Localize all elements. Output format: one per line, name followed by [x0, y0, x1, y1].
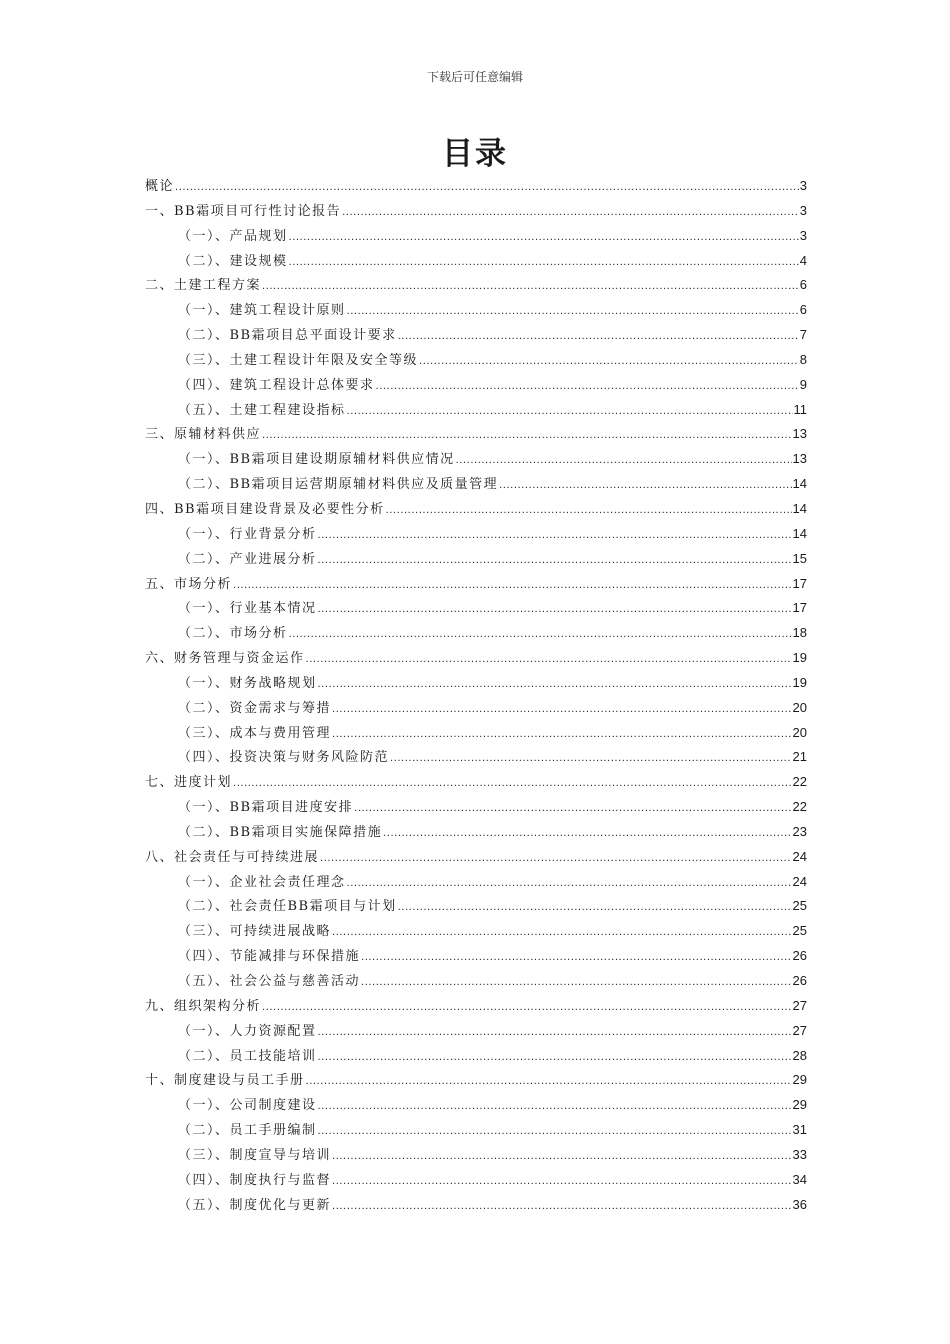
- toc-entry-label: （四）、建筑工程设计总体要求: [178, 377, 375, 393]
- toc-dot-leader: [398, 325, 799, 350]
- toc-entry-page-number: 22: [792, 774, 807, 790]
- toc-entry[interactable]: [145, 795, 807, 820]
- toc-entry-label: （二）、资金需求与筹措: [178, 700, 332, 716]
- toc-dot-leader: [306, 648, 792, 673]
- toc-entry[interactable]: [145, 224, 807, 249]
- toc-entry-label: （二）、BB霜项目运营期原辅材料供应及质量管理: [178, 477, 499, 493]
- toc-entry-label: （四）、节能减排与环保措施: [178, 949, 361, 965]
- toc-dot-leader: [289, 251, 799, 276]
- toc-entry-page-number: 15: [792, 550, 807, 566]
- toc-dot-leader: [318, 1021, 792, 1046]
- toc-entry-page-number: 3: [799, 227, 807, 243]
- toc-dot-leader: [332, 1145, 792, 1170]
- toc-dot-leader: [419, 350, 799, 375]
- toc-dot-leader: [318, 1095, 792, 1120]
- toc-dot-leader: [347, 400, 793, 425]
- toc-entry[interactable]: [145, 671, 807, 696]
- toc-entry[interactable]: [145, 298, 807, 323]
- toc-entry-label: （二）、BB霜项目总平面设计要求: [178, 328, 397, 344]
- toc-entry[interactable]: [145, 845, 807, 870]
- toc-entry[interactable]: [145, 944, 807, 969]
- toc-dot-leader: [390, 747, 792, 772]
- toc-entry[interactable]: [145, 1118, 807, 1143]
- toc-entry-label: （四）、制度执行与监督: [178, 1172, 332, 1188]
- toc-entry[interactable]: [145, 994, 807, 1019]
- toc-dot-leader: [318, 1046, 792, 1071]
- toc-entry[interactable]: [145, 174, 807, 199]
- toc-dot-leader: [499, 474, 791, 499]
- toc-dot-leader: [318, 598, 792, 623]
- toc-entry-page-number: 18: [792, 625, 807, 641]
- toc-entry-label: （二）、社会责任BB霜项目与计划: [178, 899, 397, 915]
- toc-entry-label: （一）、BB霜项目建设期原辅材料供应情况: [178, 452, 455, 468]
- toc-entry[interactable]: [145, 249, 807, 274]
- toc-entry-page-number: 6: [799, 302, 807, 318]
- toc-entry-page-number: 23: [792, 823, 807, 839]
- toc-entry[interactable]: [145, 472, 807, 497]
- toc-entry-label: （一）、BB霜项目进度安排: [178, 800, 354, 816]
- toc-dot-leader: [262, 424, 792, 449]
- toc-entry[interactable]: [145, 447, 807, 472]
- toc-entry-page-number: 26: [792, 973, 807, 988]
- toc-entry[interactable]: [145, 596, 807, 621]
- toc-entry[interactable]: [145, 696, 807, 721]
- toc-entry[interactable]: [145, 1168, 807, 1193]
- toc-entry-page-number: 24: [792, 873, 807, 889]
- toc-entry-label: （三）、成本与费用管理: [178, 725, 332, 741]
- toc-entry[interactable]: [145, 870, 807, 895]
- toc-dot-leader: [398, 896, 792, 921]
- toc-entry-label: （二）、员工技能培训: [178, 1048, 317, 1064]
- toc-entry-label: （一）、财务战略规划: [178, 675, 317, 691]
- toc-dot-leader: [262, 275, 799, 300]
- toc-entry-page-number: 25: [792, 898, 807, 914]
- toc-entry-label: （五）、制度优化与更新: [178, 1197, 332, 1213]
- toc-entry[interactable]: [145, 1019, 807, 1044]
- toc-dot-leader: [318, 524, 792, 549]
- toc-entry-page-number: 33: [792, 1146, 807, 1162]
- toc-entry-label: （一）、产品规划: [178, 228, 288, 244]
- toc-dot-leader: [320, 847, 792, 872]
- toc-entry[interactable]: [145, 621, 807, 646]
- toc-dot-leader: [262, 996, 792, 1021]
- toc-entry-page-number: 31: [792, 1122, 807, 1138]
- toc-entry[interactable]: [145, 199, 807, 224]
- toc-entry-page-number: 8: [799, 351, 807, 367]
- toc-entry[interactable]: [145, 572, 807, 597]
- toc-entry-page-number: 26: [792, 948, 807, 964]
- toc-dot-leader: [332, 698, 792, 723]
- toc-entry-label: 八、社会责任与可持续进展: [145, 849, 320, 865]
- toc-entry-page-number: 19: [792, 674, 807, 690]
- toc-entry[interactable]: [145, 1193, 807, 1218]
- toc-entry-page-number: 25: [792, 923, 807, 939]
- toc-entry[interactable]: [145, 373, 807, 398]
- toc-entry-label: （二）、市场分析: [178, 626, 288, 642]
- toc-dot-leader: [354, 797, 791, 822]
- toc-entry[interactable]: [145, 969, 807, 994]
- toc-entry-label: （二）、建设规模: [178, 253, 288, 269]
- toc-dot-leader: [456, 449, 792, 474]
- toc-entry-label: （三）、制度宣导与培训: [178, 1147, 332, 1163]
- toc-entry-label: （四）、投资决策与财务风险防范: [178, 750, 390, 766]
- toc-dot-leader: [289, 226, 799, 251]
- toc-dot-leader: [332, 1170, 792, 1195]
- toc-entry-page-number: 20: [792, 724, 807, 740]
- table-of-contents: [145, 174, 807, 1217]
- toc-dot-leader: [318, 549, 792, 574]
- toc-entry-label: 一、BB霜项目可行性讨论报告: [145, 203, 342, 219]
- toc-entry-page-number: 13: [792, 426, 807, 442]
- toc-entry-page-number: 17: [792, 575, 807, 591]
- toc-entry-page-number: 14: [792, 476, 807, 492]
- toc-entry-page-number: 21: [792, 749, 807, 765]
- toc-entry[interactable]: [145, 348, 807, 373]
- page-header: 下载后可任意编辑: [426, 70, 523, 84]
- toc-entry-label: （一）、人力资源配置: [178, 1023, 317, 1039]
- toc-entry[interactable]: [145, 422, 807, 447]
- toc-entry-label: （五）、土建工程建设指标: [178, 402, 346, 418]
- toc-entry-page-number: 13: [792, 451, 807, 467]
- toc-entry[interactable]: [145, 820, 807, 845]
- toc-entry[interactable]: [145, 547, 807, 572]
- toc-entry[interactable]: [145, 894, 807, 919]
- toc-entry-page-number: 29: [792, 1072, 807, 1088]
- toc-entry[interactable]: [145, 273, 807, 298]
- toc-entry-page-number: 28: [792, 1047, 807, 1063]
- toc-dot-leader: [332, 1195, 792, 1220]
- toc-entry[interactable]: [145, 745, 807, 770]
- toc-dot-leader: [361, 946, 792, 971]
- toc-entry-page-number: 17: [792, 600, 807, 616]
- toc-entry-page-number: 29: [792, 1097, 807, 1113]
- toc-entry-label: 三、原辅材料供应: [145, 427, 262, 443]
- toc-entry[interactable]: [145, 919, 807, 944]
- toc-entry[interactable]: [145, 1143, 807, 1168]
- toc-entry-label: 五、市场分析: [145, 576, 233, 592]
- toc-entry[interactable]: [145, 398, 807, 423]
- toc-entry-page-number: 14: [792, 525, 807, 541]
- toc-entry-page-number: 7: [799, 327, 807, 343]
- toc-entry-label: （二）、产业进展分析: [178, 551, 317, 567]
- toc-entry[interactable]: [145, 323, 807, 348]
- toc-entry-page-number: 27: [792, 997, 807, 1013]
- toc-entry[interactable]: [145, 1044, 807, 1069]
- toc-dot-leader: [233, 772, 792, 797]
- toc-entry[interactable]: [145, 1068, 807, 1093]
- toc-entry-label: 七、进度计划: [145, 775, 233, 791]
- page-title: 目录: [442, 136, 508, 172]
- toc-entry-label: （二）、BB霜项目实施保障措施: [178, 824, 383, 840]
- toc-entry-page-number: 24: [792, 848, 807, 864]
- toc-dot-leader: [318, 673, 792, 698]
- toc-dot-leader: [233, 574, 792, 599]
- toc-entry-page-number: 3: [799, 178, 807, 193]
- toc-dot-leader: [289, 623, 792, 648]
- toc-entry-label: （五）、社会公益与慈善活动: [178, 974, 361, 989]
- toc-entry[interactable]: [145, 721, 807, 746]
- toc-entry[interactable]: [145, 522, 807, 547]
- toc-entry-label: （一）、行业背景分析: [178, 526, 317, 542]
- toc-dot-leader: [332, 921, 792, 946]
- toc-entry-label: 四、BB霜项目建设背景及必要性分析: [145, 501, 385, 517]
- toc-dot-leader: [332, 723, 792, 748]
- toc-entry-page-number: 19: [792, 650, 807, 666]
- toc-entry-label: （二）、员工手册编制: [178, 1123, 317, 1139]
- toc-dot-leader: [376, 375, 799, 400]
- toc-dot-leader: [306, 1070, 792, 1095]
- toc-entry-page-number: 36: [792, 1196, 807, 1212]
- toc-entry-page-number: 22: [792, 799, 807, 815]
- toc-dot-leader: [347, 300, 799, 325]
- toc-entry-label: （一）、建筑工程设计原则: [178, 303, 346, 319]
- toc-entry-label: （一）、公司制度建设: [178, 1098, 317, 1114]
- toc-entry-label: 六、财务管理与资金运作: [145, 651, 305, 667]
- toc-entry-label: 十、制度建设与员工手册: [145, 1073, 305, 1089]
- toc-entry-page-number: 3: [799, 202, 807, 218]
- toc-entry-page-number: 9: [799, 376, 807, 392]
- toc-entry-label: （一）、企业社会责任理念: [178, 874, 346, 890]
- toc-entry[interactable]: [145, 1093, 807, 1118]
- toc-entry-label: 九、组织架构分析: [145, 998, 262, 1014]
- toc-entry-page-number: 4: [799, 252, 807, 268]
- toc-entry-page-number: 20: [792, 699, 807, 715]
- toc-dot-leader: [361, 971, 792, 996]
- toc-dot-leader: [342, 201, 799, 226]
- toc-dot-leader: [318, 1120, 792, 1145]
- toc-entry-page-number: 11: [793, 401, 807, 417]
- toc-entry[interactable]: [145, 646, 807, 671]
- toc-entry-label: （三）、可持续进展战略: [178, 924, 332, 940]
- toc-entry-label: （一）、行业基本情况: [178, 601, 317, 617]
- toc-dot-leader: [347, 872, 792, 897]
- toc-dot-leader: [386, 499, 792, 524]
- toc-entry-label: 概论: [145, 179, 175, 194]
- toc-entry-page-number: 14: [792, 500, 807, 516]
- toc-entry-label: 二、土建工程方案: [145, 278, 262, 294]
- toc-entry-page-number: 34: [792, 1171, 807, 1187]
- toc-entry-label: （三）、土建工程设计年限及安全等级: [178, 352, 419, 368]
- toc-dot-leader: [175, 176, 799, 201]
- toc-entry[interactable]: [145, 770, 807, 795]
- toc-entry-page-number: 6: [799, 277, 807, 293]
- toc-entry-page-number: 27: [792, 1022, 807, 1038]
- toc-dot-leader: [383, 822, 791, 847]
- toc-entry[interactable]: [145, 497, 807, 522]
